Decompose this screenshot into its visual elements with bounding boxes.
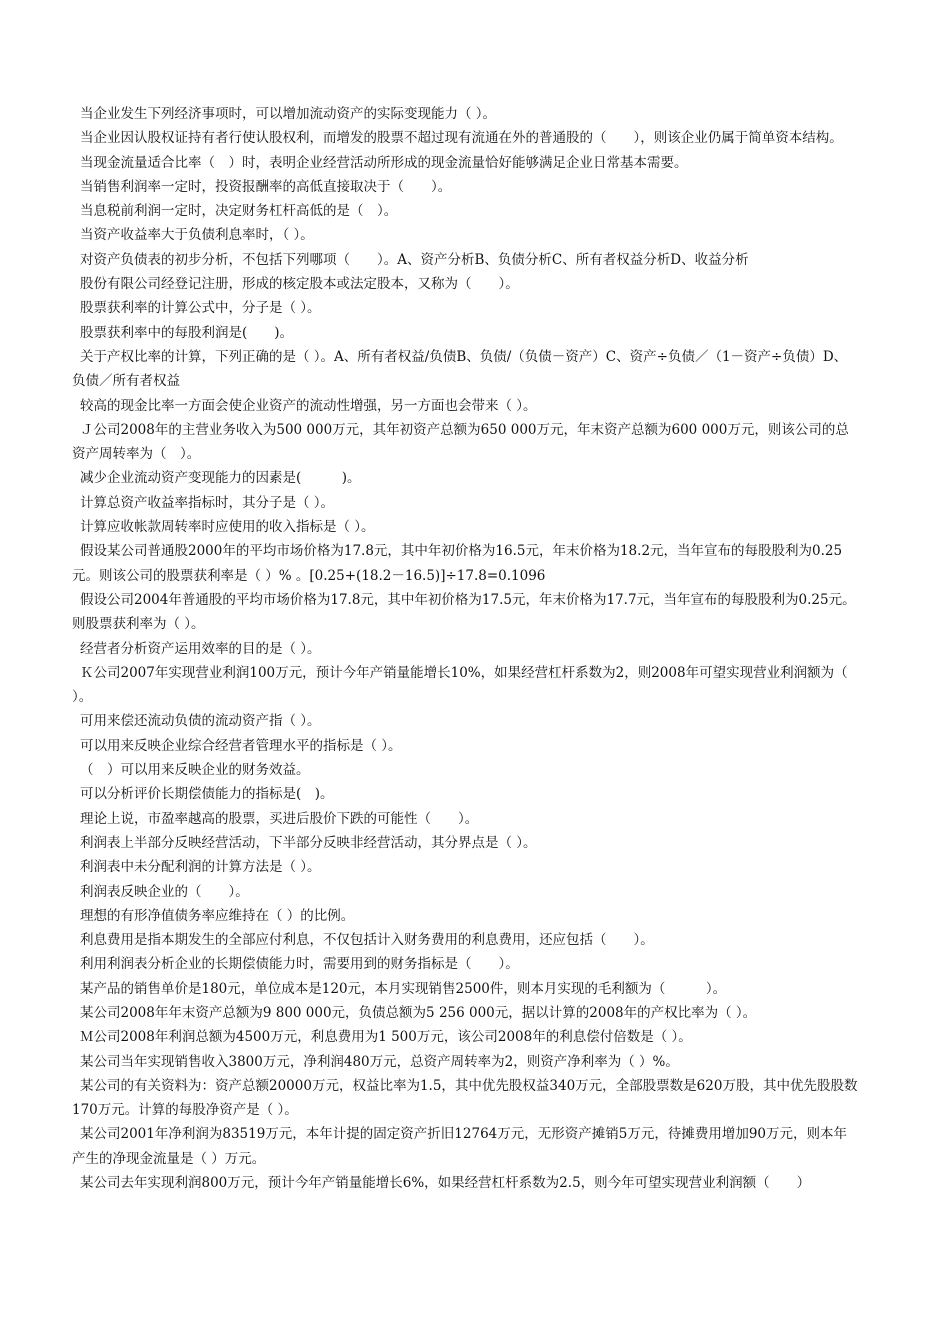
paragraph: 股票获利率的计算公式中，分子是（ ）。 [80,300,321,317]
paragraph: 股份有限公司经登记注册，形成的核定股本或法定股本，又称为（ ）。 [80,276,519,293]
paragraph: 计算总资产收益率指标时，其分子是（ ）。 [80,494,335,511]
paragraph: 股票获利率中的每股利润是( )。 [80,324,294,341]
paragraph: 某公司当年实现销售收入3800万元，净利润480万元，总资产周转率为2，则资产净利率为（ ）%。 [80,1053,679,1070]
paragraph: 假设公司2004年普通股的平均市场价格为17.8元，其中年初价格为17.5元，年末价格为17.7元，当年宣布的每股股利为0.25元。则股票获利率为（ ）。 [72,591,856,633]
document-body [72,102,858,1195]
paragraph: 利息费用是指本期发生的全部应付利息，不仅包括计入财务费用的利息费用，还应包括（ ）。 [80,932,654,949]
paragraph: 理论上说，市盈率越高的股票，买进后股价下跌的可能性（ ）。 [80,810,479,827]
paragraph: 可以用来反映企业综合经营者管理水平的指标是（ ）。 [80,737,402,754]
paragraph: 利润表上半部分反映经营活动，下半部分反映非经营活动，其分界点是（ ）。 [80,834,537,851]
paragraph: 当企业因认股权证持有者行使认股权利，而增发的股票不超过现有流通在外的普通股的（ ），则该企业仍属于简单资本结构。 [80,130,843,147]
paragraph: 经营者分析资产运用效率的目的是（ ）。 [80,640,321,657]
paragraph: 利润表反映企业的（ ）。 [80,883,249,900]
paragraph: Ｋ公司2007年实现营业利润100万元，预计今年产销量能增长10%，如果经营杠杆系数为2，则2008年可望实现营业利润额为（ ）。 [72,664,848,706]
paragraph: 对资产负债表的初步分析，不包括下列哪项（ ）。A、资产分析B、负债分析C、所有者权益分析D、收益分析 [80,251,749,268]
paragraph: 利用利润表分析企业的长期偿债能力时，需要用到的财务指标是（ ）。 [80,956,519,973]
paragraph: 当现金流量适合比率（ ）时，表明企业经营活动所形成的现金流量恰好能够满足企业日常基本需要。 [80,154,688,171]
paragraph: 可以分析评价长期偿债能力的指标是( )。 [80,786,334,803]
paragraph: 利润表中未分配利润的计算方法是（ ）。 [80,859,321,876]
paragraph: 假设某公司普通股2000年的平均市场价格为17.8元，其中年初价格为16.5元，年末价格为18.2元，当年宣布的每股股利为0.25元。则该公司的股票获利率是（ ）% 。[0.25+(18.2－16.5)]÷17.8=0.1096 [72,543,843,584]
paragraph: 某公司2001年净利润为83519万元，本年计提的固定资产折旧12764万元，无形资产摊销5万元，待摊费用增加90万元，则本年产生的净现金流量是（ ）万元。 [72,1126,848,1167]
paragraph: 较高的现金比率一方面会使企业资产的流动性增强，另一方面也会带来（ ）。 [80,397,537,414]
paragraph: 当销售利润率一定时，投资报酬率的高低直接取决于（ ）。 [80,178,452,195]
paragraph: 可用来偿还流动负债的流动资产指（ ）。 [80,713,321,730]
paragraph: 某公司的有关资料为：资产总额20000万元，权益比率为1.5，其中优先股权益340万元，全部股票数是620万股，其中优先股股数170万元。计算的每股净资产是（ ）。 [72,1077,858,1119]
paragraph: 计算应收帐款周转率时应使用的收入指标是（ ）。 [80,519,375,536]
paragraph: Ｊ公司2008年的主营业务收入为500 000万元，其年初资产总额为650 000万元，年末资产总额为600 000万元，则该公司的总资产周转率为（ ）。 [72,421,849,463]
paragraph: （ ）可以用来反映企业的财务效益。 [80,762,310,779]
paragraph: 理想的有形净值债务率应维持在（ ）的比例。 [80,907,355,924]
paragraph: 某公司去年实现利润800万元，预计今年产销量能增长6%，如果经营杠杆系数为2.5，则今年可望实现营业利润额（ ） [80,1175,811,1192]
paragraph: 某公司2008年年末资产总额为9 800 000元，负债总额为5 256 000元，据以计算的2008年的产权比率为（ ）。 [80,1004,757,1021]
paragraph: Ｍ公司2008年利润总额为4500万元，利息费用为1 500万元，该公司2008年的利息偿付倍数是（ ）。 [80,1029,692,1046]
paragraph: 某产品的销售单价是180元，单位成本是120元，本月实现销售2500件，则本月实现的毛利额为（ ）。 [80,980,727,997]
paragraph: 当息税前利润一定时，决定财务杠杆高低的是（ ）。 [80,203,398,220]
paragraph: 当资产收益率大于负债利息率时，（ ）。 [80,227,314,244]
paragraph: 减少企业流动资产变现能力的因素是( )。 [80,470,361,487]
paragraph: 关于产权比率的计算，下列正确的是（ ）。A、所有者权益/负债B、负债/（负债－资产）C、资产÷负债／（1－资产÷负债）D、负债／所有者权益 [72,348,848,390]
paragraph: 当企业发生下列经济事项时，可以增加流动资产的实际变现能力（ ）。 [80,106,497,122]
